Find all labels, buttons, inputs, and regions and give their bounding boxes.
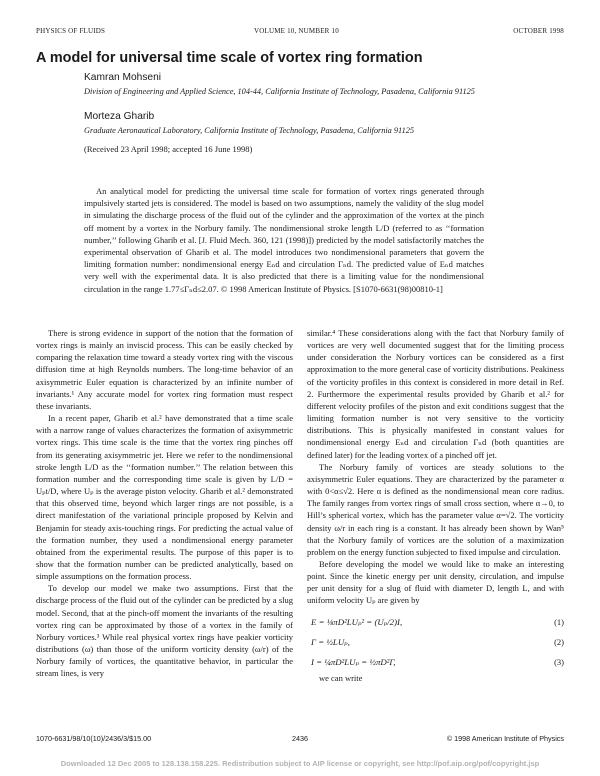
footer-copyright: © 1998 American Institute of Physics <box>446 734 564 743</box>
equation-number: (3) <box>554 656 564 667</box>
right-column <box>307 327 564 684</box>
issue-date: OCTOBER 1998 <box>513 27 564 35</box>
received-dates: (Received 23 April 1998; accepted 16 June 1998) <box>84 144 253 154</box>
journal-name: PHYSICS OF FLUIDS <box>36 27 106 35</box>
equations <box>307 612 564 672</box>
equation-2 <box>307 632 564 652</box>
equation-number: (1) <box>554 616 564 627</box>
abstract: An analytical model for predicting the universal time scale for formation of vortex rings generated through impulsively started jets is considered. The model is based on two assumptions, namely the validity of the slug model in simulating the discharge process of the fluid out of the cylinder and the approximation of the vortex at the pinch off moment by a vortex in the Norbury family. The nondimensional stroke length L/D (referred to as ‘‘formation number,’’ following Gharib et al. [J. Fluid Mech. 360, 121 (1998)]) predicted by the model satisfactorily matches the experimental observation of Gharib et al. The model introduces two nondimensional parameters that govern the limiting formation number: nondimensional energy Eₙd and circulation Γₙd. The predicted value of Eₙd matches very well with the experimental data. It is also predicted that there is a limiting value for the nondimensional circulation in the range 1.77≤Γₙd≤2.07. © 1998 American Institute of Physics. [S1070-6631(98)00810-1] <box>84 186 484 294</box>
paragraph: similar.⁴ These considerations along with the fact that Norbury family of vortices are very well documented suggest that for the limiting process under consideration the Norbury vortices can be considered as a first approximation to the more general case of vorticity distributions. Peakiness of the vorticity profiles in this context is considered in more detail in Ref. 2. Furthermore the experimental results provided by Gharib et al.² for different velocity profiles of the piston and exit conditions suggest that the limiting formation number is not very sensitive to the vorticity distributions. This is physically manifested in constant values for nondimensional energy Eₙd and circulation Γₙd (both quantities are defined later) for the leading vortex of a pinched off jet. <box>307 328 564 460</box>
paragraph: To develop our model we make two assumptions. First that the discharge process of the fluid out of the cylinder can be predicted by a slug model. Second, that at the pinch-off moment the invariants of the resulting vortex ring can be approximated by those of a vortex in the family of Norbury vortices.³ While real physical vortex rings have peakier vorticity distributions (ω) than those of the uniform vorticity density (ω/r) of the Norbury family of vortices, the quantitative behavior, in particular the stream lines, is very <box>36 583 293 679</box>
paragraph: There is strong evidence in support of the notion that the formation of vortex rings is mainly an inviscid process. This can be easily checked by comparing the relaxation time toward a steady vortex ring with the viscous diffusion time at high Reynolds numbers. The long-time behavior of an axisymmetric Euler equation is characterized by an infinite number of invariants.¹ Any accurate model for vortex ring formation must respect these invariants. <box>36 328 293 411</box>
paragraph: we can write <box>319 672 363 683</box>
paragraph: The Norbury family of vortices are steady solutions to the axisymmetric Euler equations. They are characterized by the parameter α with 0<α≤√2. Here α is defined as the nondimensional mean core radius. The family ranges from vortex rings of small cross section, where α→0, to Hill’s spherical vortex, which has the parameter value α=√2. The vorticity density ω/r in each ring is a constant. It has already been shown by Wan⁵ that the Norbury family of vortices are the solution of a maximization problem on the energy function subjected to fixed impulse and circulation. <box>307 461 564 557</box>
paper-title: A model for universal time scale of vortex ring formation <box>36 50 423 66</box>
equation-formula: E = ⅛πD²LUₚ² = (Uₚ/2)I, <box>311 616 403 627</box>
author-name: Kamran Mohseni <box>84 72 162 83</box>
author-affiliation: Graduate Aeronautical Laboratory, California Institute of Technology, Pasadena, California 91125 <box>84 126 415 135</box>
left-column <box>36 327 293 680</box>
volume-number: VOLUME 10, NUMBER 10 <box>254 27 339 35</box>
paragraph: In a recent paper, Gharib et al.² have demonstrated that a time scale with a narrow range of values characterizes the formation of axisymmetric vortex rings. This time scale is the time that the vortex ring pinches off from its generating axisymmetric jet. Here we refer to the nondimensional stroke length L/D as the ‘‘formation number.’’ The relation between this formation number and the corresponding time scale is given by L/D = Uₚt/D, where Uₚ is the average piston velocity. Gharib et al.² demonstrated that this observed time, beyond which larger rings are not possible, is a direct manifestation of the variational principle proposed by Kelvin and Benjamin for steady axis-touching rings. For predicting the actual value of the formation number, they used a nondimensional energy parameter obtained from the experimental results. The purpose of this paper is to show that the formation number can be predicted analytically, based on simple assumptions on the formation process. <box>36 413 293 582</box>
footer-code: 1070-6631/98/10(10)/2436/3/$15.00 <box>36 734 152 743</box>
page-number: 2436 <box>292 734 308 743</box>
download-watermark: Downloaded 12 Dec 2005 to 128.138.158.225. Redistribution subject to AIP license or copyright, see http://pof.aip.org/pof/copyright.jsp <box>60 759 540 768</box>
equation-3 <box>307 652 564 672</box>
equation-formula: Γ = ½LUₚ, <box>311 636 350 647</box>
author-affiliation: Division of Engineering and Applied Science, 104-44, California Institute of Technology, Pasadena, California 91125 <box>84 87 475 96</box>
equation-number: (2) <box>554 636 564 647</box>
equation-1 <box>307 612 564 632</box>
author-name: Morteza Gharib <box>84 111 155 122</box>
equation-formula: I = ¼πD²LUₚ = ½πD²Γ, <box>311 656 396 667</box>
paragraph: Before developing the model we would like to make an interesting point. Since the kinetic energy per unit density, circulation, and impulse per unit density for a slug of fluid with diameter D, length L, and with uniform velocity Uₚ are given by <box>307 558 564 606</box>
